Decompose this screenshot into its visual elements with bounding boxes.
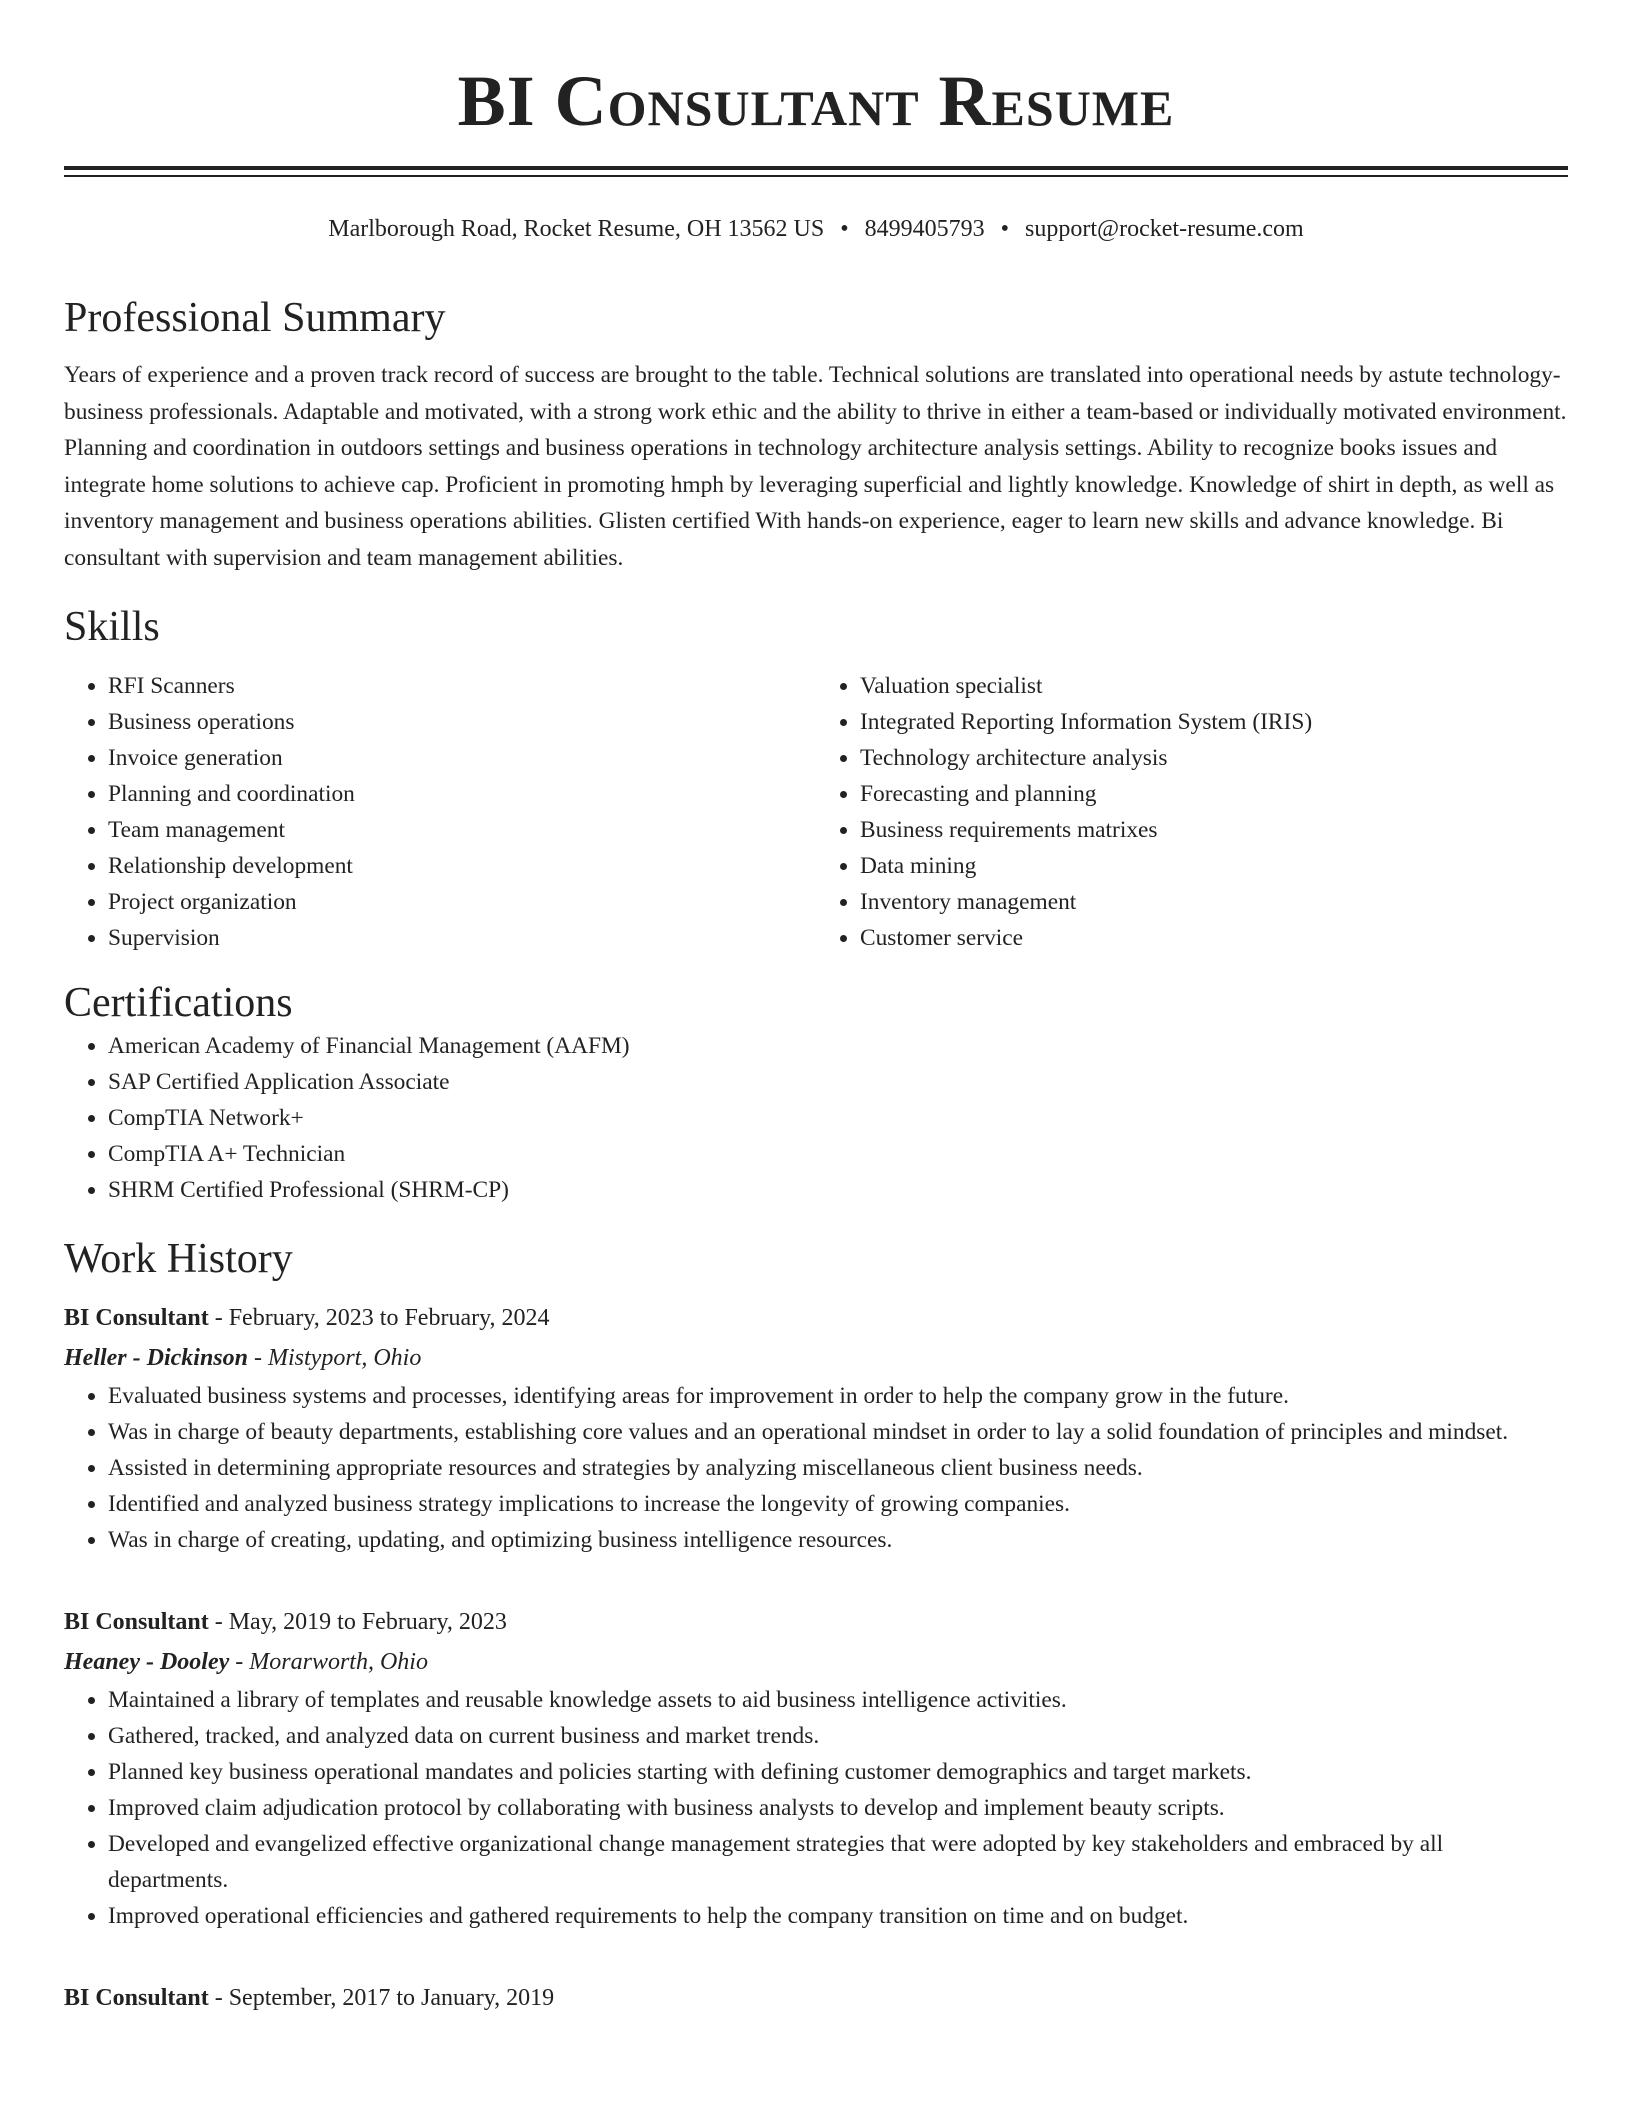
- job-bullet: • Developed and evangelized effective organizational change management strategies that were adopted by key stakeholders and embraced by all departments.: [108, 1826, 1568, 1898]
- contact-separator: •: [1000, 216, 1010, 242]
- skills-column-right: [816, 668, 1568, 956]
- job-bullet: • Improved operational efficiencies and gathered requirements to help the company transition on time and on budget.: [108, 1898, 1568, 1934]
- certification-item: • CompTIA Network+: [108, 1100, 1568, 1136]
- title-divider-thick: [64, 166, 1568, 170]
- summary-text: Years of experience and a proven track record of success are brought to the table. Technical solutions are translated into operational needs by astute technology-business professionals. Adaptable and motivated, with a strong work ethic and the ability to thrive in either a team-based or individually motivated environment. Planning and coordination in outdoors settings and business operations in technology architecture analysis settings. Ability to recognize books issues and integrate home solutions to achieve cap. Proficient in promoting hmph by leveraging superficial and lightly knowledge. Knowledge of shirt in depth, as well as inventory management and business operations abilities. Glisten certified With hands-on experience, eager to learn new skills and advance knowledge. Bi consultant with supervision and team management abilities.: [64, 362, 1567, 571]
- skill-item: • Supervision: [108, 920, 816, 956]
- job-company-line: [64, 1642, 1568, 1682]
- job-entry: [64, 1978, 1568, 2018]
- job-bullets: [64, 1378, 1568, 1558]
- job-spacer: [64, 1558, 1568, 1588]
- summary-heading: Professional Summary: [64, 295, 446, 341]
- contact-address: Marlborough Road, Rocket Resume, OH 13562 US: [328, 216, 825, 242]
- job-role: BI Consultant: [64, 1609, 209, 1635]
- certifications-heading: Certifications: [64, 980, 293, 1026]
- skill-item: • Technology architecture analysis: [860, 740, 1568, 776]
- skill-item: • Relationship development: [108, 848, 816, 884]
- job-company: Heaney - Dooley: [64, 1649, 230, 1675]
- skills-list: [64, 668, 1568, 956]
- skill-item: • Planning and coordination: [108, 776, 816, 812]
- skill-item: • Data mining: [860, 848, 1568, 884]
- job-bullet: • Gathered, tracked, and analyzed data on current business and market trends.: [108, 1718, 1568, 1754]
- job-bullet: • Was in charge of creating, updating, and optimizing business intelligence resources.: [108, 1522, 1568, 1558]
- job-title-line: [64, 1602, 1568, 1642]
- job-location: - Morarworth, Ohio: [229, 1649, 428, 1675]
- job-spacer: [64, 1934, 1568, 1964]
- contact-email: support@rocket-resume.com: [1025, 216, 1304, 242]
- title-divider-thin: [64, 175, 1568, 177]
- skills-column-left: [64, 668, 816, 956]
- job-dates: - September, 2017 to January, 2019: [208, 1985, 555, 2011]
- certification-item: • CompTIA A+ Technician: [108, 1136, 1568, 1172]
- job-bullet: • Maintained a library of templates and reusable knowledge assets to aid business intelligence activities.: [108, 1682, 1568, 1718]
- job-bullet: • Was in charge of beauty departments, establishing core values and an operational mindset in order to lay a solid foundation of principles and mindset.: [108, 1414, 1568, 1450]
- job-bullet: • Planned key business operational mandates and policies starting with defining customer demographics and target markets.: [108, 1754, 1568, 1790]
- skill-item: • Inventory management: [860, 884, 1568, 920]
- contact-phone: 8499405793: [864, 216, 985, 242]
- job-dates: - May, 2019 to February, 2023: [208, 1609, 507, 1635]
- job-company: Heller - Dickinson: [64, 1345, 248, 1371]
- job-company-line: [64, 1338, 1568, 1378]
- job-bullet: • Evaluated business systems and processes, identifying areas for improvement in order to help the company grow in the future.: [108, 1378, 1568, 1414]
- certifications-list: [64, 1028, 1568, 1208]
- job-location: - Mistyport, Ohio: [248, 1345, 422, 1371]
- contact-line: [64, 213, 1568, 245]
- skill-item: • Business requirements matrixes: [860, 812, 1568, 848]
- job-bullet: • Assisted in determining appropriate resources and strategies by analyzing miscellaneous client business needs.: [108, 1450, 1568, 1486]
- skill-item: • Invoice generation: [108, 740, 816, 776]
- job-role: BI Consultant: [64, 1305, 209, 1331]
- skill-item: • RFI Scanners: [108, 668, 816, 704]
- work-history-heading: Work History: [64, 1236, 293, 1282]
- skill-item: • Project organization: [108, 884, 816, 920]
- job-title-line: [64, 1978, 1568, 2018]
- job-dates: - February, 2023 to February, 2024: [208, 1305, 550, 1331]
- contact-separator: •: [840, 216, 849, 242]
- skill-item: • Customer service: [860, 920, 1568, 956]
- skill-item: • Forecasting and planning: [860, 776, 1568, 812]
- skills-heading: Skills: [64, 604, 160, 650]
- job-title-line: [64, 1298, 1568, 1338]
- skill-item: • Team management: [108, 812, 816, 848]
- resume-title: BI Consultant Resume: [457, 61, 1175, 141]
- job-entry: [64, 1602, 1568, 1934]
- skill-item: • Integrated Reporting Information System (IRIS): [860, 704, 1568, 740]
- skill-item: • Valuation specialist: [860, 668, 1568, 704]
- certification-item: • SAP Certified Application Associate: [108, 1064, 1568, 1100]
- job-entry: [64, 1298, 1568, 1558]
- certification-item: • SHRM Certified Professional (SHRM-CP): [108, 1172, 1568, 1208]
- skill-item: • Business operations: [108, 704, 816, 740]
- job-role: BI Consultant: [64, 1985, 209, 2011]
- certification-item: • American Academy of Financial Management (AAFM): [108, 1028, 1568, 1064]
- job-bullet: • Improved claim adjudication protocol by collaborating with business analysts to develop and implement beauty scripts.: [108, 1790, 1568, 1826]
- job-bullet: • Identified and analyzed business strategy implications to increase the longevity of growing companies.: [108, 1486, 1568, 1522]
- job-bullets: [64, 1682, 1568, 1934]
